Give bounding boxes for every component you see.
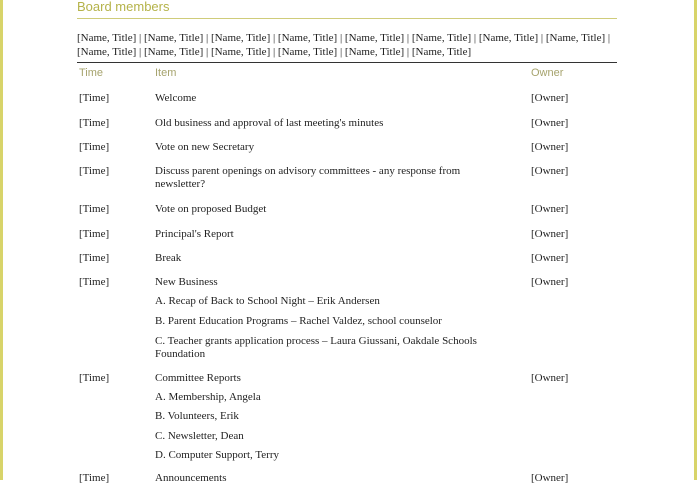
- row-owner: [Owner]: [531, 252, 569, 264]
- subitem-text: C. Newsletter, Dean: [155, 430, 244, 442]
- subitem-text: A. Recap of Back to School Night – Erik Andersen: [155, 295, 380, 307]
- row-time: [Time]: [79, 165, 110, 177]
- agenda-page: [3, 0, 694, 484]
- row-owner: [Owner]: [531, 472, 569, 484]
- subitem-text: D. Computer Support, Terry: [155, 449, 279, 461]
- row-owner: [Owner]: [531, 276, 569, 288]
- row-item: Principal's Report: [155, 228, 234, 240]
- subitem-text: A. Membership, Angela: [155, 391, 261, 403]
- subitem-text: B. Volunteers, Erik: [155, 410, 239, 422]
- row-owner: [Owner]: [531, 141, 569, 153]
- header-rule: [77, 62, 617, 63]
- row-time: [Time]: [79, 472, 110, 484]
- row-time: [Time]: [79, 203, 110, 215]
- row-item: New Business: [155, 276, 218, 288]
- row-time: [Time]: [79, 276, 110, 288]
- board-members-list: [Name, Title] | [Name, Title] | [Name, Title] | [Name, Title] | [Name, Title] | [Name, Title] | [Name, Title] | [Name, Title] | [Name, Title] | [Name, Title] | [Name, Title] | [Name, Title] | [Name, Title] | [Name, Title]: [77, 32, 611, 58]
- row-item: Vote on proposed Budget: [155, 203, 267, 215]
- subitem-text: C. Teacher grants application process – Laura Giussani, Oakdale Schools Foundation: [155, 335, 477, 360]
- row-owner: [Owner]: [531, 117, 569, 129]
- row-item: Announcements: [155, 472, 227, 484]
- column-header-time: Time: [79, 67, 104, 79]
- row-owner: [Owner]: [531, 165, 569, 177]
- row-owner: [Owner]: [531, 372, 569, 384]
- row-item: Vote on new Secretary: [155, 141, 255, 153]
- row-item: Committee Reports: [155, 372, 241, 384]
- subitem-text: B. Parent Education Programs – Rachel Valdez, school counselor: [155, 315, 442, 327]
- row-item: Old business and approval of last meeting's minutes: [155, 117, 384, 129]
- row-item: Welcome: [155, 92, 197, 104]
- row-time: [Time]: [79, 117, 110, 129]
- row-time: [Time]: [79, 141, 110, 153]
- column-header-item: Item: [155, 67, 177, 79]
- row-time: [Time]: [79, 92, 110, 104]
- row-owner: [Owner]: [531, 203, 569, 215]
- row-owner: [Owner]: [531, 228, 569, 240]
- row-time: [Time]: [79, 252, 110, 264]
- row-time: [Time]: [79, 372, 110, 384]
- row-owner: [Owner]: [531, 92, 569, 104]
- column-header-owner: Owner: [531, 67, 564, 79]
- row-item: Break: [155, 252, 182, 264]
- row-time: [Time]: [79, 228, 110, 240]
- section-title: Board members: [77, 0, 617, 19]
- row-item: Discuss parent openings on advisory committees - any response from newsletter?: [155, 165, 461, 190]
